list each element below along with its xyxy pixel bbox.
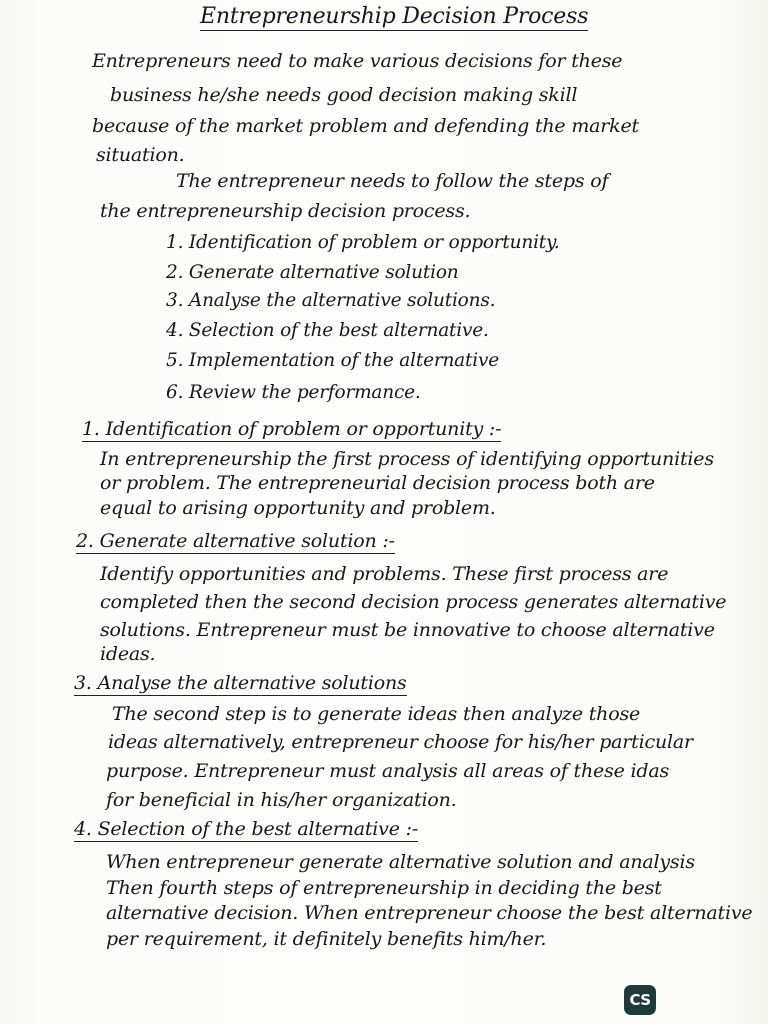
step-item: 6. Review the performance. <box>166 382 421 403</box>
section-line: The second step is to generate ideas then analyze those <box>112 703 641 725</box>
section-line: per requirement, it definitely benefits him/her. <box>106 928 547 950</box>
intro-line: Entrepreneurs need to make various decisions for these <box>92 50 623 72</box>
step-item: 4. Selection of the best alternative. <box>166 320 489 341</box>
section-line: or problem. The entrepreneurial decision process both are <box>100 472 655 494</box>
step-item: 1. Identification of problem or opportunity. <box>166 232 560 253</box>
intro-line: situation. <box>96 144 185 166</box>
intro-line: business he/she needs good decision making skill <box>110 84 578 106</box>
section-line: for beneficial in his/her organization. <box>106 789 457 811</box>
section-line: ideas. <box>100 643 156 665</box>
section-line: ideas alternatively, entrepreneur choose for his/her particular <box>108 731 693 753</box>
intro-line: because of the market problem and defending the market <box>92 115 639 137</box>
section-heading: 4. Selection of the best alternative :- <box>74 818 418 840</box>
page-title: Entrepreneurship Decision Process <box>200 4 589 29</box>
section-line: alternative decision. When entrepreneur choose the best alternative <box>106 902 753 924</box>
section-line: completed then the second decision process generates alternative <box>100 591 727 613</box>
camscanner-logo: CS <box>624 985 656 1015</box>
section-heading: 2. Generate alternative solution :- <box>76 530 395 552</box>
section-line: Identify opportunities and problems. These first process are <box>100 563 669 585</box>
section-line: purpose. Entrepreneur must analysis all areas of these idas <box>106 760 670 782</box>
step-item: 5. Implementation of the alternative <box>166 350 499 371</box>
section-heading: 1. Identification of problem or opportunity :- <box>82 418 502 440</box>
section-line: equal to arising opportunity and problem. <box>100 497 496 519</box>
step-item: 3. Analyse the alternative solutions. <box>166 290 496 311</box>
steps-intro-line: The entrepreneur needs to follow the steps of <box>176 170 609 192</box>
section-line: In entrepreneurship the first process of identifying opportunities <box>100 448 714 470</box>
section-line: solutions. Entrepreneur must be innovative to choose alternative <box>100 619 715 641</box>
step-item: 2. Generate alternative solution <box>166 262 459 283</box>
section-line: When entrepreneur generate alternative solution and analysis <box>106 851 695 873</box>
steps-intro-line: the entrepreneurship decision process. <box>100 200 471 222</box>
section-heading: 3. Analyse the alternative solutions <box>74 672 407 694</box>
section-line: Then fourth steps of entrepreneurship in deciding the best <box>106 877 662 899</box>
